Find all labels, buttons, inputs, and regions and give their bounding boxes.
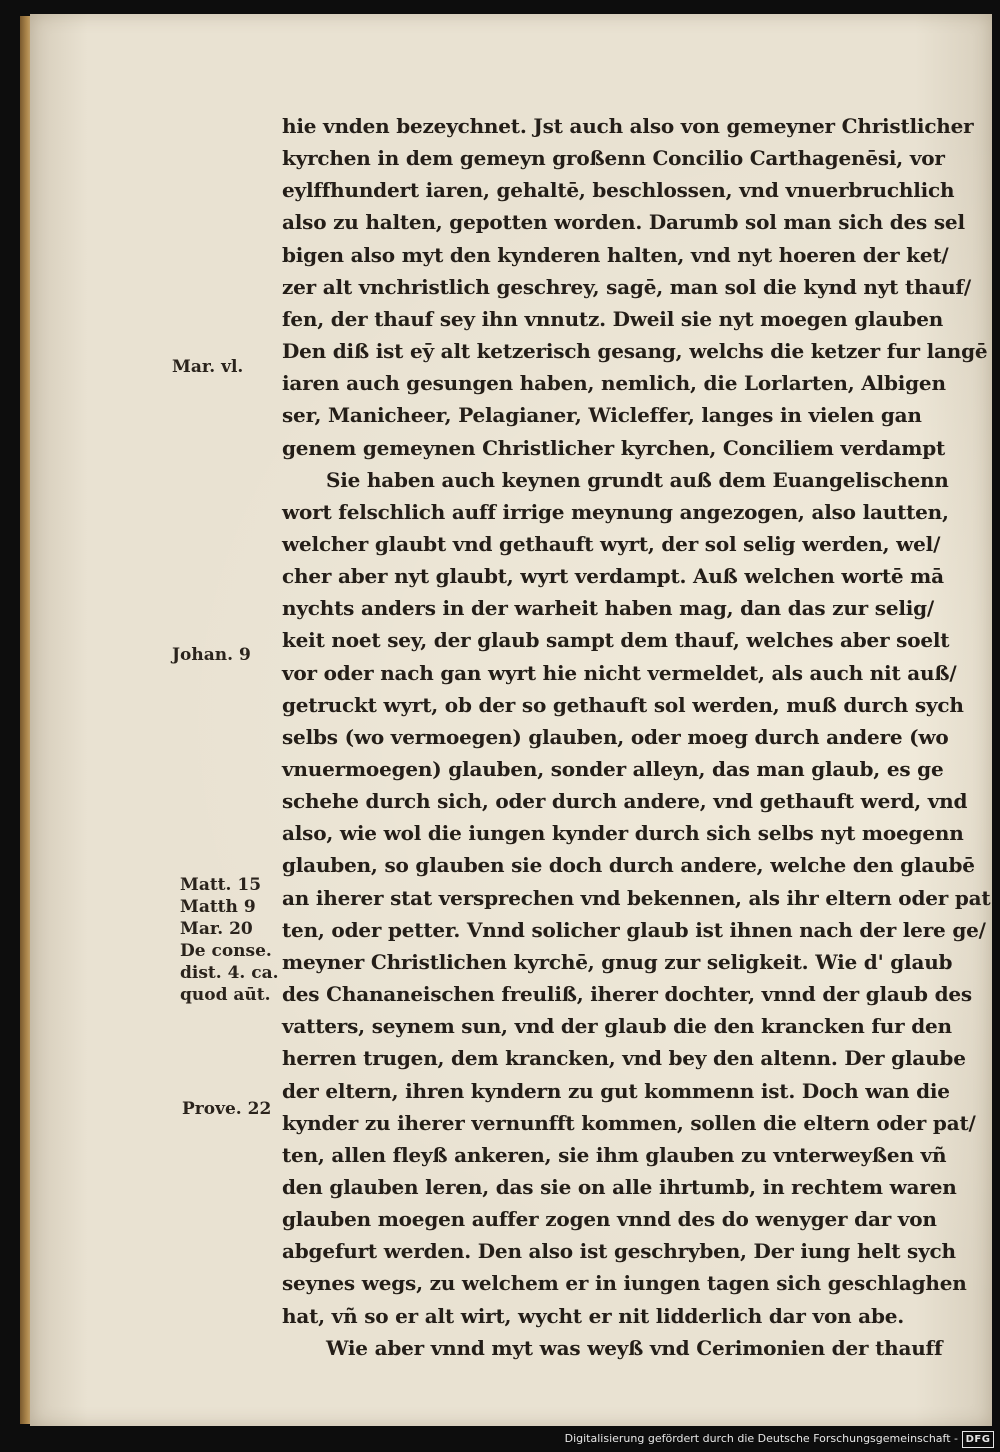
text-line: den glauben leren, das sie on alle ihrtumb, in rechtem waren [282, 1174, 957, 1199]
text-line: abgefurt werden. Den also ist geschryben, Der iung helt sych [282, 1239, 956, 1264]
text-line: cher aber nyt glaubt, wyrt verdampt. Auß welchen wortē mā [282, 564, 944, 589]
margin-note-quod-aut: quod aūt. [180, 985, 271, 1005]
text-line: Wie aber vnnd myt was weyß vnd Cerimonien der thauff [326, 1335, 943, 1360]
text-line: bigen also myt den kynderen halten, vnd nyt hoeren der ket/ [282, 242, 949, 267]
dfg-credit-text: Digitalisierung gefördert durch die Deutsche Forschungsgemeinschaft - [564, 1432, 958, 1445]
text-line: vor oder nach gan wyrt hie nicht vermeldet, als auch nit auß/ [282, 660, 957, 685]
text-line: kynder zu iherer vernunfft kommen, sollen die eltern oder pat/ [282, 1110, 976, 1135]
text-line: ten, allen fleyß ankeren, sie ihm glauben zu vnterweyßen vñ [282, 1142, 947, 1167]
text-line: wort felschlich auff irrige meynung angezogen, also lautten, [282, 499, 949, 524]
margin-note-matt-9: Matth 9 [180, 897, 256, 917]
text-line: schehe durch sich, oder durch andere, vnd gethauft werd, vnd [282, 789, 968, 814]
text-line: vatters, seynem sun, vnd der glaub die den krancken fur den [282, 1014, 952, 1039]
margin-note-johan-9: Johan. 9 [172, 645, 251, 665]
text-line: kyrchen in dem gemeyn großenn Concilio Carthagenēsi, vor [282, 146, 945, 171]
book-page [30, 14, 992, 1426]
text-line: also, wie wol die iungen kynder durch sich selbs nyt moegenn [282, 821, 964, 846]
text-line: eylffhundert iaren, gehaltē, beschlossen, vnd vnuerbruchlich [282, 178, 955, 203]
text-line: Sie haben auch keynen grundt auß dem Euangelischenn [326, 467, 949, 492]
text-line: also zu halten, gepotten worden. Darumb sol man sich des sel [282, 210, 965, 235]
text-line: an iherer stat versprechen vnd bekennen, als ihr eltern oder pat [282, 885, 991, 910]
text-line: Den diß ist eȳ alt ketzerisch gesang, welchs die ketzer fur langē [282, 339, 988, 364]
margin-note-matt-15: Matt. 15 [180, 875, 262, 895]
digitization-footer [0, 1426, 1000, 1452]
margin-note-mar-vl: Mar. vl. [172, 357, 244, 377]
text-line: selbs (wo vermoegen) glauben, oder moeg durch andere (wo [282, 724, 949, 749]
text-line: genem gemeynen Christlicher kyrchen, Conciliem verdampt [282, 435, 946, 460]
margin-note-prove-22: Prove. 22 [182, 1099, 272, 1119]
text-line: des Chananeischen freuliß, iherer dochter, vnnd der glaub des [282, 982, 972, 1007]
text-line: hat, vñ so er alt wirt, wycht er nit lidderlich dar von abe. [282, 1303, 905, 1328]
text-line: glauben moegen auffer zogen vnnd des do wenyger dar von [282, 1207, 937, 1232]
text-line: vnuermoegen) glauben, sonder alleyn, das man glaub, es ge [282, 757, 944, 781]
text-line: ser, Manicheer, Pelagianer, Wicleffer, langes in vielen gan [282, 403, 922, 428]
text-line: hie vnden bezeychnet. Jst auch also von gemeyner Christlicher [282, 114, 974, 138]
text-line: nychts anders in der warheit haben mag, dan das zur selig/ [282, 596, 935, 621]
margin-note-dist-4: dist. 4. ca. [180, 963, 279, 983]
text-line: zer alt vnchristlich geschrey, sagē, man sol die kynd nyt thauf/ [282, 274, 971, 299]
text-line: glauben, so glauben sie doch durch andere, welche den glaubē [282, 853, 975, 878]
dfg-logo: DFG [962, 1431, 994, 1448]
text-line: der eltern, ihren kyndern zu gut kommenn ist. Doch wan die [282, 1078, 950, 1103]
margin-note-mar-20: Mar. 20 [180, 919, 253, 939]
text-line: getruckt wyrt, ob der so gethauft sol werden, muß durch sych [282, 692, 964, 717]
text-line: ten, oder petter. Vnnd solicher glaub ist ihnen nach der lere ge/ [282, 917, 986, 942]
text-line: herren trugen, dem krancken, vnd bey den altenn. Der glaube [282, 1046, 966, 1071]
margin-note-de-conse: De conse. [180, 941, 272, 961]
text-line: keit noet sey, der glaub sampt dem thauf, welches aber soelt [282, 628, 950, 653]
text-line: iaren auch gesungen haben, nemlich, die Lorlarten, Albigen [282, 371, 946, 396]
text-line: welcher glaubt vnd gethauft wyrt, der sol selig werden, wel/ [282, 531, 941, 556]
text-line: meyner Christlichen kyrchē, gnug zur seligkeit. Wie d' glaub [282, 949, 953, 974]
text-line: fen, der thauf sey ihn vnnutz. Dweil sie nyt moegen glauben [282, 306, 944, 331]
text-line: seynes wegs, zu welchem er in iungen tagen sich geschlaghen [282, 1271, 967, 1296]
